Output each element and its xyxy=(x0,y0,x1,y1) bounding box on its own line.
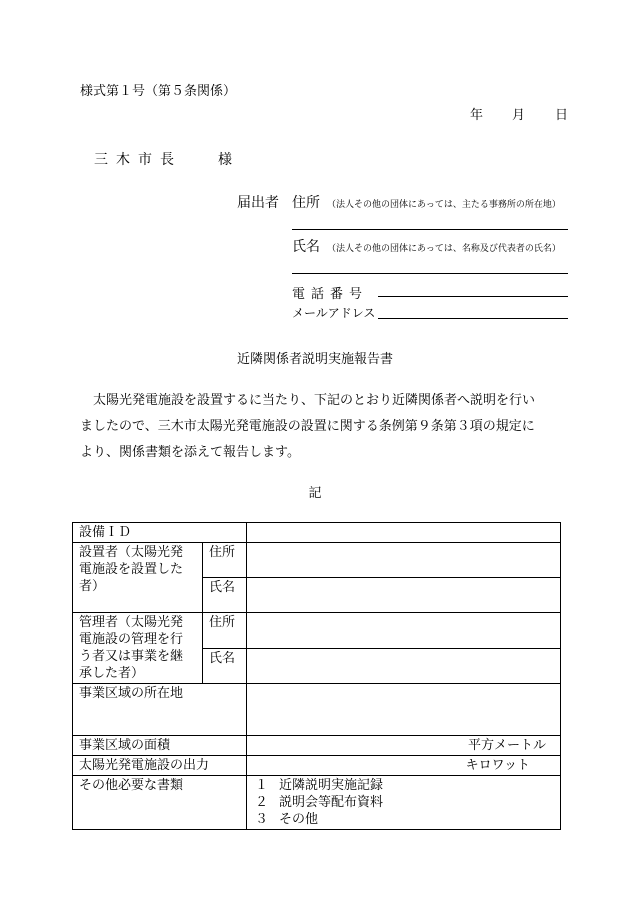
installer-address-value[interactable] xyxy=(247,543,561,578)
email-label: メールアドレス xyxy=(292,306,376,320)
output-unit: キロワット xyxy=(465,758,530,773)
manager-label-line: 管理者（太陽光発 xyxy=(79,615,184,630)
output-value[interactable] xyxy=(247,756,561,776)
location-value[interactable] xyxy=(247,684,561,736)
address-label: 住所 xyxy=(292,195,320,211)
manager-address-value[interactable] xyxy=(247,613,561,649)
name-label: 氏名 xyxy=(292,239,320,255)
doc-number: ２ xyxy=(255,795,269,810)
other-docs-list xyxy=(247,776,561,830)
applicant-label: 届出者 xyxy=(237,195,279,211)
phone-line[interactable] xyxy=(378,296,568,297)
manager-label-line: う者又は事業を継 xyxy=(79,649,184,664)
doc-text: その他 xyxy=(279,812,319,827)
location-label: 事業区域の所在地 xyxy=(73,684,247,736)
doc-item xyxy=(253,811,554,828)
name-line[interactable] xyxy=(292,273,568,274)
installer-address-label: 住所 xyxy=(203,543,247,578)
address-note: （法人その他の団体にあっては、主たる事務所の所在地） xyxy=(327,200,561,210)
doc-number: ３ xyxy=(255,812,269,827)
doc-text: 説明会等配布資料 xyxy=(279,795,384,810)
name-note: （法人その他の団体にあっては、名称及び代表者の氏名） xyxy=(327,244,561,254)
manager-label-line: 電施設の管理を行 xyxy=(79,632,184,647)
output-label: 太陽光発電施設の出力 xyxy=(73,756,247,776)
installer-label-line: 者） xyxy=(79,579,106,594)
ki-heading: 記 xyxy=(308,486,322,501)
area-value[interactable] xyxy=(247,736,561,756)
manager-name-label: 氏名 xyxy=(203,648,247,684)
date-year-label: 年 xyxy=(470,108,484,123)
addressee: 三木市長 xyxy=(94,152,182,168)
manager-label xyxy=(73,613,203,684)
address-line[interactable] xyxy=(292,229,568,230)
document-title: 近隣関係者説明実施報告書 xyxy=(236,352,393,367)
area-unit: 平方メートル xyxy=(467,738,546,753)
email-line[interactable] xyxy=(378,318,568,319)
doc-item xyxy=(253,794,554,811)
phone-label: 電話番号 xyxy=(292,287,369,302)
installer-label-line: 電施設を設置した xyxy=(79,562,184,577)
body-text xyxy=(80,388,570,466)
body-line-3: より、関係書類を添えて報告します。 xyxy=(80,445,300,460)
manager-label-line: 承した者） xyxy=(79,666,145,681)
facility-id-value[interactable] xyxy=(247,523,561,543)
facility-id-label: 設備ＩＤ xyxy=(73,523,247,543)
area-label: 事業区域の面積 xyxy=(73,736,247,756)
manager-name-value[interactable] xyxy=(247,648,561,684)
doc-number: １ xyxy=(255,778,269,793)
installer-name-value[interactable] xyxy=(247,578,561,613)
body-line-1: 太陽光発電施設を設置するに当たり、下記のとおり近隣関係者へ説明を行い xyxy=(80,393,536,408)
report-table xyxy=(72,522,561,830)
installer-name-label: 氏名 xyxy=(203,578,247,613)
date-day-label: 日 xyxy=(555,108,569,123)
manager-address-label: 住所 xyxy=(203,613,247,649)
body-line-2: ましたので、三木市太陽光発電施設の設置に関する条例第９条第３項の規定に xyxy=(80,419,535,434)
date-month-label: 月 xyxy=(512,108,526,123)
form-number: 様式第１号（第５条関係） xyxy=(80,84,237,99)
doc-item xyxy=(253,777,554,794)
addressee-suffix: 様 xyxy=(218,152,232,168)
other-docs-label: その他必要な書類 xyxy=(73,776,247,830)
installer-label xyxy=(73,543,203,613)
doc-text: 近隣説明実施記録 xyxy=(279,778,384,793)
installer-label-line: 設置者（太陽光発 xyxy=(79,545,184,560)
